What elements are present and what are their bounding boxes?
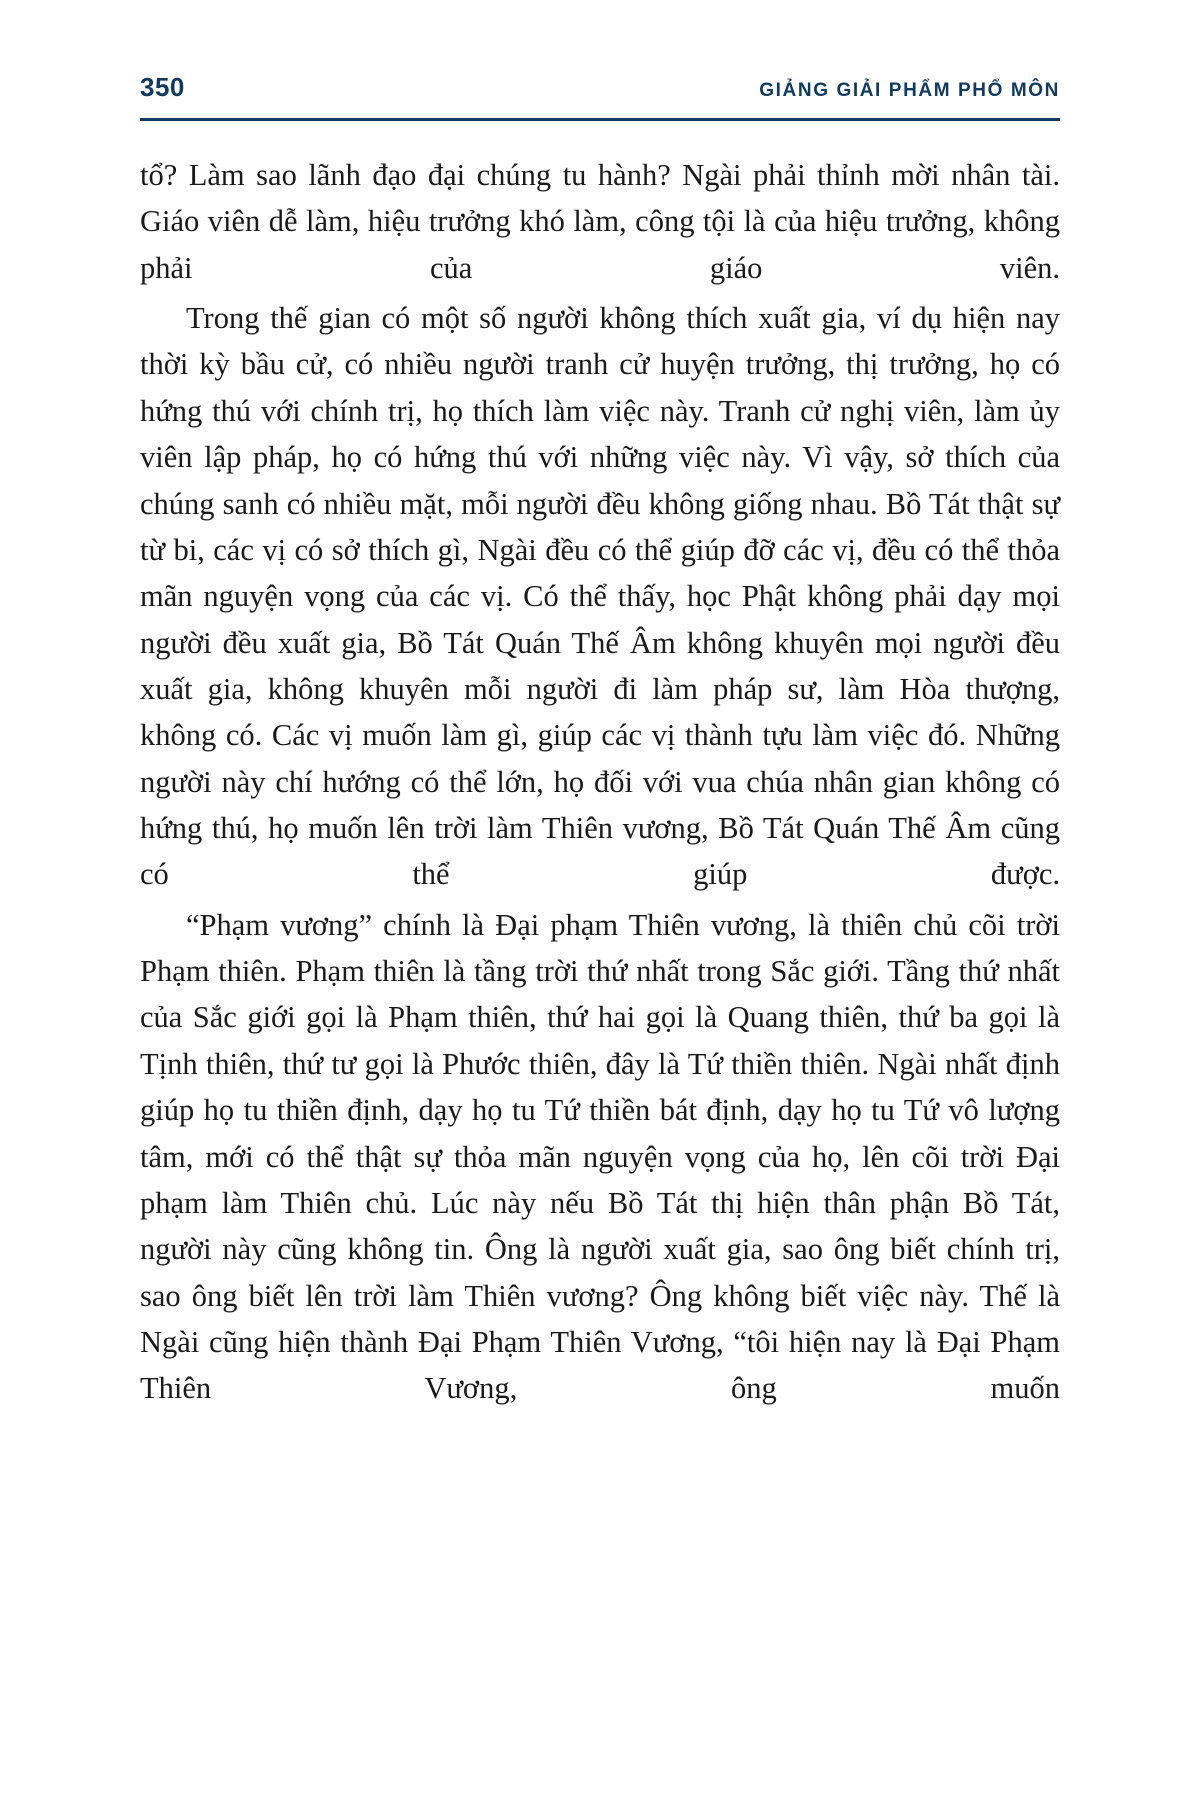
header-divider: [140, 118, 1060, 121]
page-body: [140, 152, 1060, 1416]
running-head-title: GIẢNG GIẢI PHẨM PHỔ MÔN: [759, 80, 1060, 101]
page-number: 350: [140, 72, 185, 102]
paragraph: “Phạm vương” chính là Đại phạm Thiên vương, là thiên chủ cõi trời Phạm thiên. Phạm thiên là tầng trời thứ nhất trong Sắc giới. Tầng thứ nhất của Sắc giới gọi là Phạm thiên, thứ hai gọi là Quang thiên, thứ ba gọi là Tịnh thiên, thứ tư gọi là Phước thiên, đây là Tứ thiền thiên. Ngài nhất định giúp họ tu thiền định, dạy họ tu Tứ thiền bát định, dạy họ tu Tứ vô lượng tâm, mới có thể thật sự thỏa mãn nguyện vọng của họ, lên cõi trời Đại phạm làm Thiên chủ. Lúc này nếu Bồ Tát thị hiện thân phận Bồ Tát, người này cũng không tin. Ông là người xuất gia, sao ông biết chính trị, sao ông biết lên trời làm Thiên vương? Ông không biết việc này. Thế là Ngài cũng hiện thành Đại Phạm Thiên Vương, “tôi hiện nay là Đại Phạm Thiên Vương, ông muốn: [140, 907, 1060, 1406]
page-header: [140, 72, 1060, 103]
paragraph: Trong thế gian có một số người không thích xuất gia, ví dụ hiện nay thời kỳ bầu cử, có nhiều người tranh cử huyện trưởng, thị trưởng, họ có hứng thú với chính trị, họ thích làm việc này. Tranh cử nghị viên, làm ủy viên lập pháp, họ có hứng thú với những việc này. Vì vậy, sở thích của chúng sanh có nhiều mặt, mỗi người đều không giống nhau. Bồ Tát thật sự từ bi, các vị có sở thích gì, Ngài đều có thể giúp đỡ các vị, đều có thể thỏa mãn nguyện vọng của các vị. Có thể thấy, học Phật không phải dạy mọi người đều xuất gia, Bồ Tát Quán Thế Âm không khuyên mọi người đều xuất gia, không khuyên mỗi người đi làm pháp sư, làm Hòa thượng, không có. Các vị muốn làm gì, giúp các vị thành tựu làm việc đó. Những người này chí hướng có thể lớn, họ đối với vua chúa nhân gian không có hứng thú, họ muốn lên trời làm Thiên vương, Bồ Tát Quán Thế Âm cũng có thể giúp được.: [140, 301, 1060, 892]
paragraph-continuation: tổ? Làm sao lãnh đạo đại chúng tu hành? Ngài phải thỉnh mời nhân tài. Giáo viên dễ làm, hiệu trưởng khó làm, công tội là của hiệu trưởng, không phải của giáo viên.: [140, 158, 1060, 285]
